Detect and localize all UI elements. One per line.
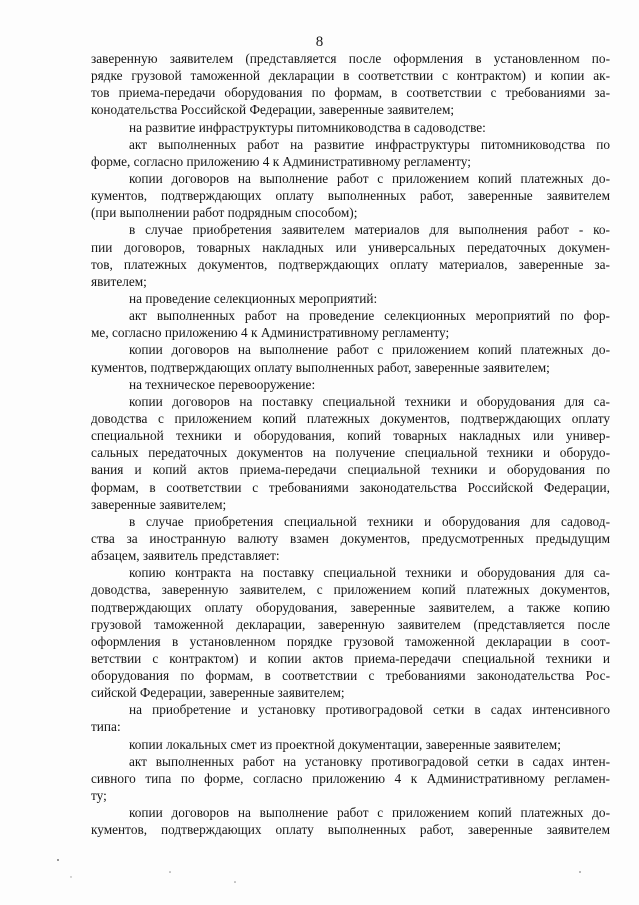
text-line: сальных передаточных документов на получение специальной техники и оборудо- — [91, 445, 610, 461]
text-line: абзацем, заявитель представляет: — [91, 548, 280, 564]
page-body — [91, 50, 610, 838]
text-line: форме, согласно приложению 4 к Административному регламенту; — [91, 153, 471, 169]
text-line: копии договоров на поставку специальной техники и оборудования для са- — [129, 393, 610, 409]
text-line: явителем; — [91, 273, 147, 289]
text-line: ту; — [91, 788, 107, 804]
text-line: (при выполнении работ подрядным способом); — [91, 205, 358, 221]
text-line: в случае приобретения заявителем материалов для выполнения работ - ко- — [129, 222, 610, 238]
text-line: вания и копий актов приема-передачи специальной техники и оборудования по — [91, 462, 610, 478]
text-line: доводства, заверенную заявителем, с приложением копий платежных документов, — [91, 582, 610, 598]
text-line: сивного типа по форме, согласно приложению 4 к Административному регламен- — [91, 770, 610, 786]
text-line: на проведение селекционных мероприятий: — [129, 290, 378, 306]
text-line: в случае приобретения специальной техники и оборудования для садовод- — [129, 513, 610, 529]
page-number: 8 — [315, 34, 324, 50]
text-line: кументов, подтверждающих оплату выполненных работ, заверенные заявителем — [91, 822, 610, 838]
text-line: формам, в соответствии с требованиями законодательства Российской Федерации, — [91, 479, 610, 495]
text-line: тов приема-передачи оборудования по формам, в соответствии с требованиями за- — [91, 85, 610, 101]
text-line: ства за иностранную валюту взамен документов, предусмотренных предыдущим — [91, 530, 610, 546]
text-line: типа: — [91, 719, 121, 735]
text-line: оформления в установленном порядке грузовой таможенной декларации в соот- — [91, 633, 610, 649]
text-line: грузовой таможенной декларации, заверенную заявителем (представляется после — [91, 616, 610, 632]
text-line: конодательства Российской Федерации, заверенные заявителем; — [91, 102, 455, 118]
text-line: тов, платежных документов, подтверждающих оплату материалов, заверенные за- — [91, 256, 610, 272]
text-line: копии договоров на выполнение работ с приложением копий платежных до- — [129, 170, 610, 186]
text-line: заверенные заявителем; — [91, 496, 227, 512]
text-line: копию контракта на поставку специальной техники и оборудования для са- — [129, 565, 610, 581]
text-line: сийской Федерации, заверенные заявителем; — [91, 685, 345, 701]
text-line: на развитие инфраструктуры питомниководства в садоводстве: — [129, 119, 486, 135]
text-line: подтверждающих оплату оборудования, заверенные заявителем, а также копию — [91, 599, 610, 615]
text-line: копии договоров на выполнение работ с приложением копий платежных до- — [129, 342, 610, 358]
text-line: на приобретение и установку противоградовой сетки в садах интенсивного — [129, 702, 610, 718]
text-line: ме, согласно приложению 4 к Административному регламенту; — [91, 325, 450, 341]
text-line: рядке грузовой таможенной декларации в соответствии с контрактом) и копии ак- — [91, 68, 610, 84]
text-line: кументов, подтверждающих оплату выполненных работ, заверенные заявителем — [91, 188, 610, 204]
text-line: акт выполненных работ на установку противоградовой сетки в садах интен- — [129, 753, 610, 769]
text-line: копии локальных смет из проектной документации, заверенные заявителем; — [129, 736, 561, 752]
text-line: акт выполненных работ на проведение селекционных мероприятий по фор- — [129, 308, 610, 324]
text-line: пии договоров, товарных накладных или универсальных передаточных докумен- — [91, 239, 610, 255]
text-line: заверенную заявителем (представляется после оформления в установленном по- — [91, 51, 610, 66]
text-line: акт выполненных работ на развитие инфраструктуры питомниководства по — [129, 136, 610, 152]
text-line: на техническое перевооружение: — [129, 376, 316, 392]
text-line: кументов, подтверждающих оплату выполненных работ, заверенные заявителем; — [91, 359, 550, 375]
text-line: доводства с приложением копий платежных документов, подтверждающих оплату — [91, 410, 610, 426]
text-line: оборудования по формам, в соответствии с требованиями законодательства Рос- — [91, 668, 610, 684]
text-line: специальной техники и оборудования, копий товарных накладных или универ- — [91, 428, 610, 444]
text-line: копии договоров на выполнение работ с приложением копий платежных до- — [129, 805, 610, 821]
text-line: ветствии с контрактом) и копии актов приема-передачи специальной техники и — [91, 650, 610, 666]
